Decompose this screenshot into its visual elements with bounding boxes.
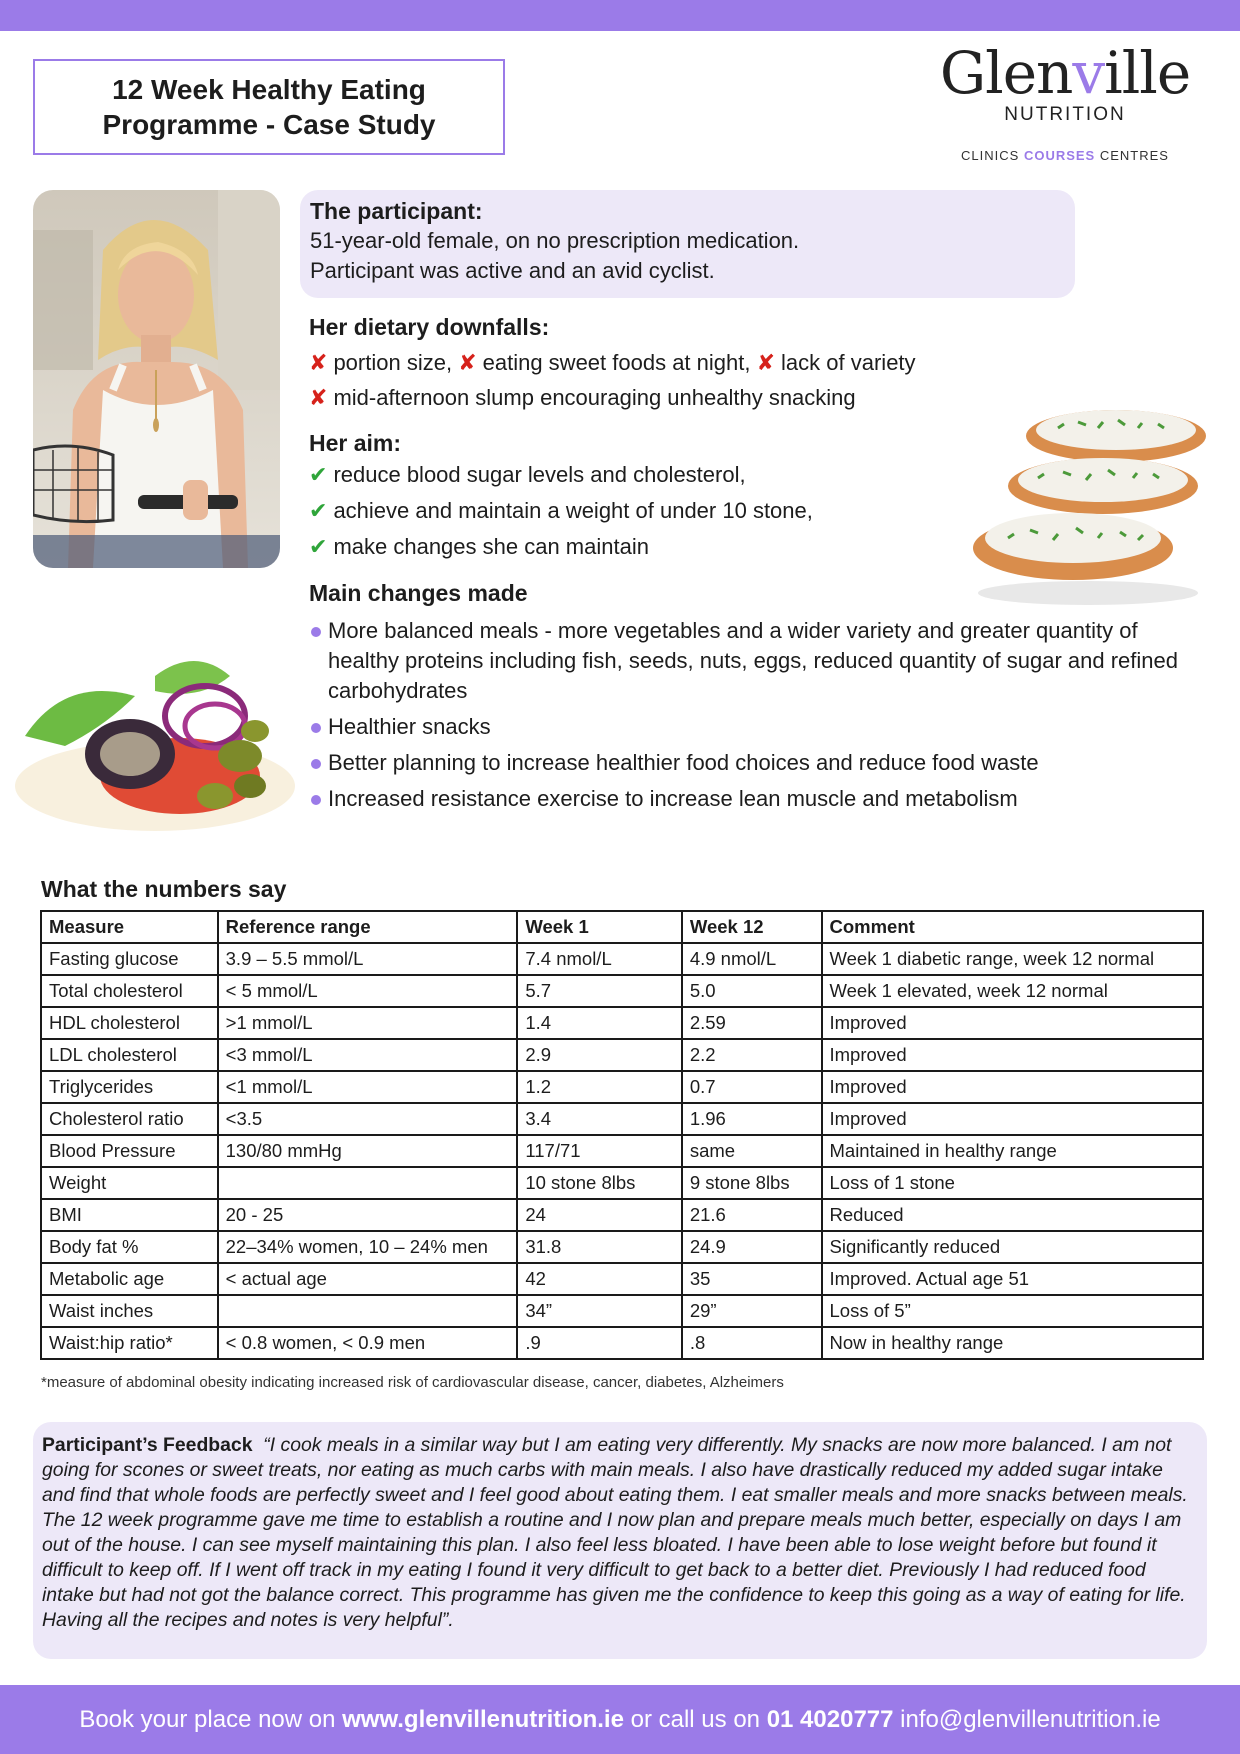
list-item: Healthier snacks: [309, 712, 1189, 742]
participant-line-1: 51-year-old female, on no prescription medication.: [310, 228, 800, 253]
table-cell: 34”: [517, 1295, 681, 1327]
downfalls-line-1: ✘ portion size, ✘ eating sweet foods at night, ✘ lack of variety: [309, 350, 916, 375]
list-item: Better planning to increase healthier food choices and reduce food waste: [309, 748, 1189, 778]
feedback-quote: “I cook meals in a similar way but I am eating very differently. My snacks are now more balanced. I am not going for scones or sweet treats, nor eating as much carbs with main meals. I also have drastically reduced my added sugar intake and find that whole foods are perfectly sweet and I feel good about eating them. I eat smaller meals and more snacks between meals. The 12 week programme gave me time to establish a routine and I now plan and prepare meals much better, especially on days I am out of the house. I can see myself maintaining this plan. I also feel less bloated. I have been able to lose weight before but found it difficult to keep off. If I went off track in my eating I found it very difficult to get back to a better diet. Previously I had reduced food intake but had not got the balance correct. This programme has given me the confidence to keep this going as a way of eating for life. Having all the recipes and notes is very helpful”.: [42, 1434, 1188, 1631]
table-cell: Cholesterol ratio: [41, 1103, 218, 1135]
table-cell: 5.7: [517, 975, 681, 1007]
table-cell: >1 mmol/L: [218, 1007, 518, 1039]
participant-info-box: [300, 190, 1075, 298]
table-cell: 2.2: [682, 1039, 822, 1071]
table-cell: 7.4 nmol/L: [517, 943, 681, 975]
logo-subtitle: NUTRITION: [1004, 104, 1126, 125]
table-cell: 24: [517, 1199, 681, 1231]
table-cell: < 5 mmol/L: [218, 975, 518, 1007]
table-cell: < actual age: [218, 1263, 518, 1295]
phone-number[interactable]: 01 4020777: [766, 1705, 894, 1733]
participant-photo: [33, 190, 280, 568]
dietary-downfalls-section: [309, 312, 916, 413]
logo-tagline: CLINICS COURSES CENTRES: [961, 148, 1169, 163]
participant-heading: The participant:: [310, 198, 483, 224]
check-icon: ✔: [309, 534, 328, 559]
aim-section: [309, 428, 813, 562]
glenville-logo: [930, 40, 1200, 170]
table-row: [41, 1135, 1203, 1167]
table-cell: 1.2: [517, 1071, 681, 1103]
aim-item: ✔ make changes she can maintain: [309, 534, 649, 559]
table-row: [41, 1039, 1203, 1071]
column-header: Reference range: [218, 911, 518, 943]
participant-line-2: Participant was active and an avid cyclist.: [310, 258, 715, 283]
title-line-2: Programme - Case Study: [102, 109, 436, 140]
table-cell: Improved: [822, 1039, 1204, 1071]
table-cell: [218, 1295, 518, 1327]
table-cell: Improved: [822, 1007, 1204, 1039]
table-cell: < 0.8 women, < 0.9 men: [218, 1327, 518, 1359]
table-cell: Reduced: [822, 1199, 1204, 1231]
check-icon: ✔: [309, 462, 328, 487]
table-cell: Triglycerides: [41, 1071, 218, 1103]
column-header: Week 1: [517, 911, 681, 943]
column-header: Week 12: [682, 911, 822, 943]
table-row: [41, 1103, 1203, 1135]
email-link[interactable]: info@glenvillenutrition.ie: [893, 1705, 1161, 1733]
table-cell: [218, 1167, 518, 1199]
table-row: [41, 1007, 1203, 1039]
table-row: [41, 1071, 1203, 1103]
table-cell: BMI: [41, 1199, 218, 1231]
table-cell: HDL cholesterol: [41, 1007, 218, 1039]
list-item: More balanced meals - more vegetables and a wider variety and greater quantity of healthy proteins including fish, seeds, nuts, eggs, reduced quantity of sugar and refined carbohydrates: [309, 616, 1189, 706]
table-cell: 4.9 nmol/L: [682, 943, 822, 975]
cross-icon: ✘: [309, 350, 328, 375]
table-cell: 0.7: [682, 1071, 822, 1103]
cross-icon: ✘: [309, 385, 328, 410]
check-icon: ✔: [309, 498, 328, 523]
table-cell: <1 mmol/L: [218, 1071, 518, 1103]
feedback-box: [33, 1422, 1207, 1659]
table-cell: 20 - 25: [218, 1199, 518, 1231]
website-link[interactable]: www.glenvillenutrition.ie: [342, 1705, 624, 1733]
page-title: [33, 59, 505, 155]
footer-bar: [0, 1685, 1240, 1754]
table-row: [41, 1167, 1203, 1199]
table-cell: 9 stone 8lbs: [682, 1167, 822, 1199]
table-row: [41, 1231, 1203, 1263]
table-cell: 35: [682, 1263, 822, 1295]
table-footnote: *measure of abdominal obesity indicating increased risk of cardiovascular disease, cancer, diabetes, Alzheimers: [41, 1374, 784, 1391]
table-cell: Loss of 1 stone: [822, 1167, 1204, 1199]
table-cell: Improved. Actual age 51: [822, 1263, 1204, 1295]
cross-icon: ✘: [756, 350, 776, 375]
table-cell: Week 1 diabetic range, week 12 normal: [822, 943, 1204, 975]
table-cell: 21.6: [682, 1199, 822, 1231]
column-header: Measure: [41, 911, 218, 943]
cottage-cheese-toast-image: [968, 398, 1213, 608]
table-cell: Week 1 elevated, week 12 normal: [822, 975, 1204, 1007]
table-header-row: [41, 911, 1203, 943]
numbers-heading: What the numbers say: [41, 876, 287, 902]
table-cell: 1.96: [682, 1103, 822, 1135]
top-accent-bar: [0, 0, 1240, 31]
downfalls-line-2: ✘ mid-afternoon slump encouraging unhealthy snacking: [309, 385, 856, 410]
table-cell: 2.59: [682, 1007, 822, 1039]
footer-text: or call us on: [623, 1705, 767, 1733]
main-changes-section: [309, 578, 1189, 820]
table-cell: Waist inches: [41, 1295, 218, 1327]
table-cell: Maintained in healthy range: [822, 1135, 1204, 1167]
table-cell: Waist:hip ratio*: [41, 1327, 218, 1359]
table-cell: 10 stone 8lbs: [517, 1167, 681, 1199]
table-cell: 3.9 – 5.5 mmol/L: [218, 943, 518, 975]
downfalls-heading: Her dietary downfalls:: [309, 314, 550, 340]
table-cell: Weight: [41, 1167, 218, 1199]
table-cell: LDL cholesterol: [41, 1039, 218, 1071]
table-cell: Now in healthy range: [822, 1327, 1204, 1359]
logo-wordmark: Glenville: [939, 39, 1191, 107]
footer-text: Book your place now on: [79, 1705, 343, 1733]
table-cell: Blood Pressure: [41, 1135, 218, 1167]
table-row: [41, 1295, 1203, 1327]
table-cell: <3 mmol/L: [218, 1039, 518, 1071]
table-cell: Improved: [822, 1103, 1204, 1135]
table-cell: 42: [517, 1263, 681, 1295]
results-table: [40, 910, 1204, 1360]
table-cell: Total cholesterol: [41, 975, 218, 1007]
table-cell: Significantly reduced: [822, 1231, 1204, 1263]
table-cell: 3.4: [517, 1103, 681, 1135]
table-row: [41, 1263, 1203, 1295]
table-cell: 31.8: [517, 1231, 681, 1263]
aim-item: ✔ achieve and maintain a weight of under 10 stone,: [309, 498, 813, 523]
table-cell: 1.4: [517, 1007, 681, 1039]
table-cell: 5.0: [682, 975, 822, 1007]
table-body: [41, 943, 1203, 1359]
table-cell: 117/71: [517, 1135, 681, 1167]
table-cell: 130/80 mmHg: [218, 1135, 518, 1167]
table-cell: Fasting glucose: [41, 943, 218, 975]
table-row: [41, 1327, 1203, 1359]
title-line-1: 12 Week Healthy Eating: [112, 74, 426, 105]
table-cell: same: [682, 1135, 822, 1167]
aim-heading: Her aim:: [309, 430, 402, 456]
table-cell: .9: [517, 1327, 681, 1359]
column-header: Comment: [822, 911, 1204, 943]
changes-list: [309, 616, 1189, 814]
changes-heading: Main changes made: [309, 580, 528, 606]
table-cell: 29”: [682, 1295, 822, 1327]
table-cell: Metabolic age: [41, 1263, 218, 1295]
table-cell: Loss of 5”: [822, 1295, 1204, 1327]
vegetable-salad-image: [5, 636, 310, 846]
table-cell: 24.9: [682, 1231, 822, 1263]
table-cell: .8: [682, 1327, 822, 1359]
table-cell: Improved: [822, 1071, 1204, 1103]
table-cell: <3.5: [218, 1103, 518, 1135]
table-row: [41, 943, 1203, 975]
table-row: [41, 975, 1203, 1007]
aim-item: ✔ reduce blood sugar levels and cholesterol,: [309, 462, 746, 487]
table-row: [41, 1199, 1203, 1231]
table-cell: 2.9: [517, 1039, 681, 1071]
list-item: Increased resistance exercise to increase lean muscle and metabolism: [309, 784, 1189, 814]
table-cell: Body fat %: [41, 1231, 218, 1263]
table-cell: 22–34% women, 10 – 24% men: [218, 1231, 518, 1263]
feedback-heading: Participant’s Feedback: [42, 1434, 253, 1456]
cross-icon: ✘: [458, 350, 477, 375]
